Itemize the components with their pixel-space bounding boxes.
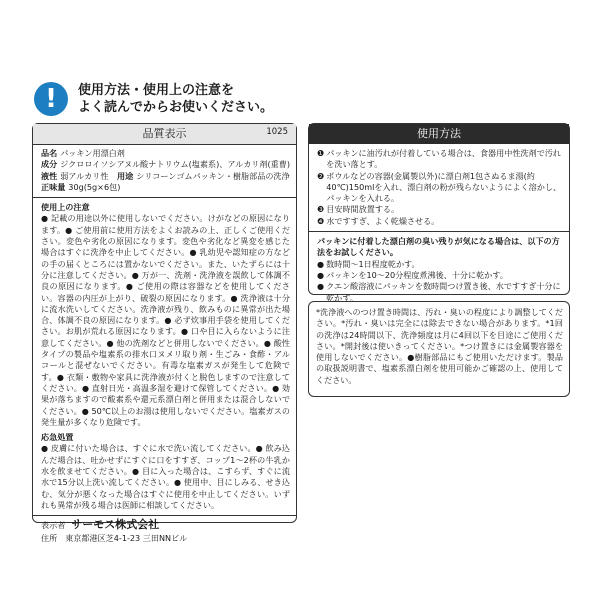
notes-panel — [308, 301, 570, 397]
step-item — [317, 171, 563, 205]
step-text: 目安時間放置する。 — [326, 204, 400, 215]
odor-tips-heading: パッキンに付着した漂白剤の臭い残りが気になる場合は、以下の方法をお試しください。 — [309, 231, 569, 259]
spec-row-name — [41, 148, 290, 159]
product-code: 1025 — [266, 127, 288, 137]
step-text: ボウルなどの容器(金属製以外)に漂白剤1包さぬるま湯(約40℃)150mlを入れ、漂白剤の粉が残らないようによく溶かし、パッキンを入れる。 — [326, 170, 562, 204]
step-item — [317, 216, 563, 227]
divider — [33, 515, 296, 516]
spec-value-usage: シリコーンゴムパッキン・樹脂部品の洗浄 — [136, 170, 290, 181]
caution-heading: 使用上の注意 — [41, 202, 90, 213]
usage-caution-header — [24, 80, 584, 120]
exclamation-icon: ! — [34, 82, 68, 116]
quality-title: 品質表示 — [33, 124, 296, 145]
step-number: ❹ — [317, 215, 325, 226]
tip-text: 数時間〜1日程度乾かす。 — [326, 258, 420, 269]
tip-text: パッキンを10〜20分程度煮沸後、十分に乾かす。 — [326, 269, 508, 280]
spec-row-net — [41, 182, 290, 193]
step-number: ❶ — [317, 148, 325, 158]
emergency-text: ● 皮膚に付いた場合は、すぐに水で洗い流してください。● 飲み込んだ場合は、吐かせずにすぐに口をすすぎ、コップ1〜2杯の牛乳か水を飲ませてください。● 目に入った場合は、こすらず、すぐに流水で15分以上洗い流してください。● 使用中、目にしみる、せき込む、気分が悪くなった場合はすぐに使用を中止してください。いずれも異常が残る場合は医師に相談してください。 — [41, 443, 290, 510]
emergency-heading: 応急処置 — [41, 432, 74, 443]
address-label: 住所 — [41, 532, 58, 543]
bullet-icon: ● — [317, 269, 325, 280]
spec-key: 液性 — [41, 170, 58, 181]
spec-row-ph — [41, 171, 290, 182]
step-text: パッキンに油汚れが付着している場合は、食器用中性洗剤で汚れを洗い落とす。 — [326, 148, 561, 170]
spec-value: パッキン用漂白剤 — [60, 148, 125, 158]
step-text: 水ですすぎ、よく乾燥させる。 — [326, 215, 440, 226]
bullet-icon: ● — [317, 281, 325, 292]
spec-value: 弱アルカリ性 — [60, 170, 109, 181]
spec-key: 品名 — [41, 148, 58, 158]
step-number: ❸ — [317, 204, 325, 215]
caution-text: ● 記載の用途以外に使用しないでください。けがなどの原因になります。● ご使用前に使用方法をよくお読みの上、正しくご使用ください。変色や劣化の原因になります。変色や劣化など異変を感じた場合はすぐに洗浄を中止してください。● 乳幼児や認知症の方などの手の届くところには置かないでください。また、いたずらには十分に注意してください。● 万が一、洗剤・洗浄液を誤飲して体調不良の原因になります。● ご使用の際は容器などを使用してください。容器の内圧が上がり、破裂の原因になります。● 洗浄液は十分に流水洗いしてください。洗浄液が残り、飲みものに異常が出た場合、体調不良の原因になります。● 必ず炊事用手袋を使用してください。お肌が荒れる原因になります。● 口や目に入らないように注意してください。● 他の洗剤などと併用しないでください。● 酸性タイプの製品や塩素系の排水口ヌメリ取り剤・生ごみ・食酢・アルコールと混ぜないでください。有毒な塩素ガスが発生して危険です。● 衣類・敷物や家具に洗浄液が付くと脱色しますので注意してください。● 直射日光・高温多湿を避けて保管してください。● 効果が落ちますので酸素系や還元系漂白剤と併用または混合しないでください。● 50℃以上のお湯は使用しないでください。塩素ガスの発生量が多くなり危険です。 — [41, 213, 290, 427]
maker-name: サーモス株式会社 — [71, 518, 160, 532]
spec-value: 30g(5g×6包) — [68, 181, 121, 192]
usage-title: 使用方法 — [309, 124, 569, 144]
step-number: ❷ — [317, 170, 325, 181]
usage-content — [317, 148, 563, 304]
address-row — [41, 533, 290, 544]
tip-item — [317, 270, 563, 281]
spec-value: ジクロロイソシアヌル酸ナトリウム(塩素系)、アルカリ剤(重曹) — [60, 159, 290, 170]
maker-row — [41, 519, 290, 531]
tip-item — [317, 259, 563, 270]
address-value: 東京都港区芝4-1-23 三田NNビル — [65, 532, 188, 543]
notes-text: *洗浄液へのつけ置き時間は、汚れ・臭いの程度により調整してください。*汚れ・臭いは完全には除去できない場合があります。*1回の洗浄は24時間以下、洗浄頻度は月に4回以下を目途にご使用ください。*開封後は使いきってください。*つけ置きには金属製容器を使用しないでください。●樹脂部品にもご使用いただけます。製品の取扱説明書で、塩素系漂白剤を使用可能かご確認の上、使用してください。 — [316, 307, 563, 385]
step-item — [317, 148, 563, 171]
spec-key: 成分 — [41, 159, 58, 170]
tip-text: クエン酸溶液にパッキンを数時間つけ置き後、水ですすぎ十分に乾かす。 — [326, 281, 561, 303]
header-caution-text: 使用方法・使用上の注意を よく読んでからお使いください。 — [78, 83, 274, 115]
usage-instructions-panel — [308, 123, 570, 303]
spec-key: 正味量 — [41, 181, 66, 192]
quality-label-panel — [32, 123, 297, 543]
maker-label: 表示者 — [41, 520, 66, 531]
divider — [33, 197, 296, 198]
spec-key-usage: 用途 — [117, 170, 134, 181]
spec-row-ingredients — [41, 159, 290, 170]
step-item — [317, 204, 563, 215]
bullet-icon: ● — [317, 258, 325, 269]
quality-content — [41, 148, 290, 544]
